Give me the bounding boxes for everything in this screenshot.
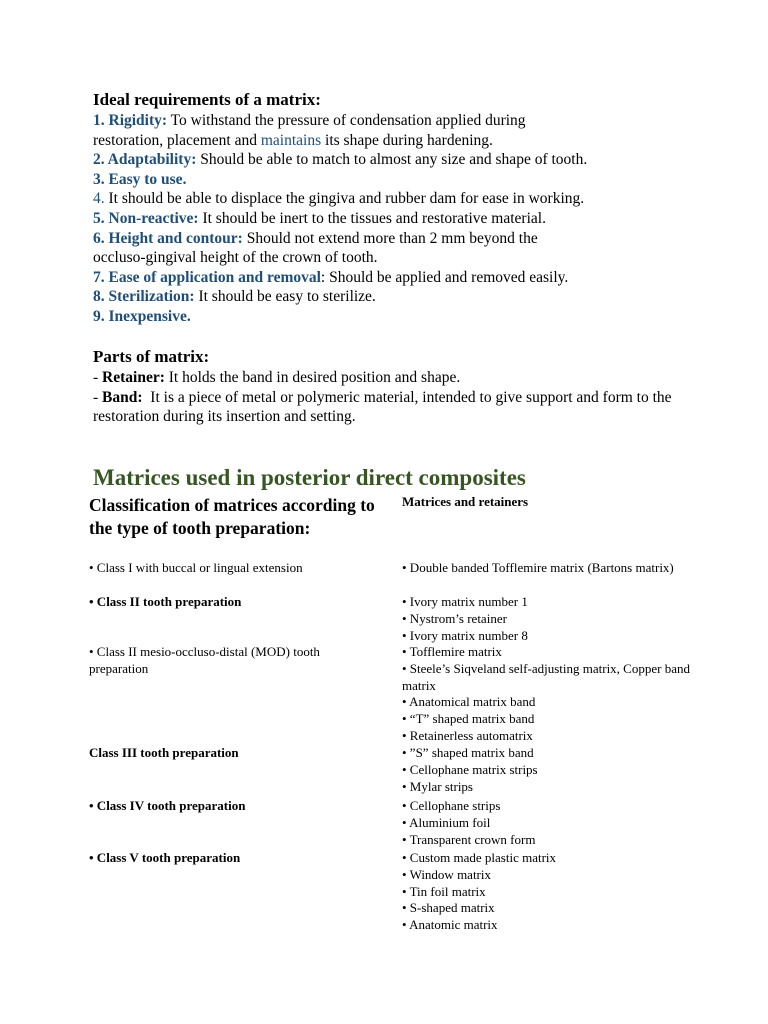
parts-heading: Parts of matrix: [93,347,210,366]
requirement-line: 3. Easy to use. [93,170,187,188]
list-item: • Steele’s Siqveland self-adjusting matrix, Copper band matrix [402,660,690,693]
table-row-left: Class III tooth preparation [89,745,239,760]
list-item: • “T” shaped matrix band [402,711,535,727]
list-item: • Tofflemire matrix [402,644,502,659]
requirement-line: 1. Rigidity: To withstand the pressure of condensation applied during [93,112,526,129]
list-item: • Window matrix [402,866,492,882]
list-item: • Anatomical matrix band [402,694,536,710]
list-item: • Aluminium foil [402,814,491,830]
requirement-line: 8. Sterilization: It should be easy to sterilize. [93,288,376,306]
requirement-line: 2. Adaptability: Should be able to match to almost any size and shape of tooth. [93,151,588,169]
list-item: • Double banded Tofflemire matrix (Bartons matrix) [402,560,674,575]
matrices-heading: Matrices and retainers [402,494,529,509]
requirement-line: 7. Ease of application and removal: Should be applied and removed easily. [93,268,569,286]
list-item: • Mylar strips [402,778,473,794]
list-item: • Anatomic matrix [402,917,498,933]
list-item: • S-shaped matrix [402,900,495,916]
table-row-right [402,850,692,934]
part-band: - Band: It is a piece of metal or polymeric material, intended to give support and form to the restoration during its insertion and setting. [93,388,676,426]
list-item: • Tin foil matrix [402,883,486,899]
requirement-line: 9. Inexpensive. [93,307,191,325]
list-item: • ”S” shaped matrix band [402,745,534,760]
table-row-left: • Class V tooth preparation [89,850,241,865]
table-row-right [402,560,692,577]
requirement-line: 6. Height and contour: Should not extend more than 2 mm beyond the [93,229,538,247]
requirements-heading: Ideal requirements of a matrix: [93,90,321,109]
table-row-left: • Class II mesio-occluso-distal (MOD) tooth preparation [89,644,320,676]
table-row-left: • Class IV tooth preparation [89,798,246,813]
table-row-right [402,594,692,644]
requirement-line: 4. It should be able to displace the gingiva and rubber dam for ease in working. [93,190,585,208]
table-row-left: • Class II tooth preparation [89,594,242,609]
table-row-right [402,745,692,795]
list-item: • Ivory matrix number 1 [402,594,528,609]
list-item: • Transparent crown form [402,831,536,847]
list-item: • Ivory matrix number 8 [402,627,528,643]
parts-list [93,368,713,427]
table-row-left: • Class I with buccal or lingual extension [89,560,303,575]
list-item: • Custom made plastic matrix [402,850,557,865]
part-retainer: - Retainer: It holds the band in desired position and shape. [93,369,461,386]
requirements-list [93,111,733,327]
list-item: • Retainerless automatrix [402,727,533,743]
list-item: • Cellophane matrix strips [402,761,538,777]
table-row-right [402,644,692,745]
table-row-right [402,798,692,848]
classification-heading: Classification of matrices according to the type of tooth preparation: [89,495,375,538]
requirement-line: restoration, placement and maintains its shape during hardening. [93,131,493,149]
list-item: • Nystrom’s retainer [402,610,507,626]
requirement-line: 5. Non-reactive: It should be inert to the tissues and restorative material. [93,209,546,227]
section-title: Matrices used in posterior direct composites [93,465,526,490]
list-item: • Cellophane strips [402,798,501,813]
requirement-line: occluso-gingival height of the crown of tooth. [93,249,378,267]
